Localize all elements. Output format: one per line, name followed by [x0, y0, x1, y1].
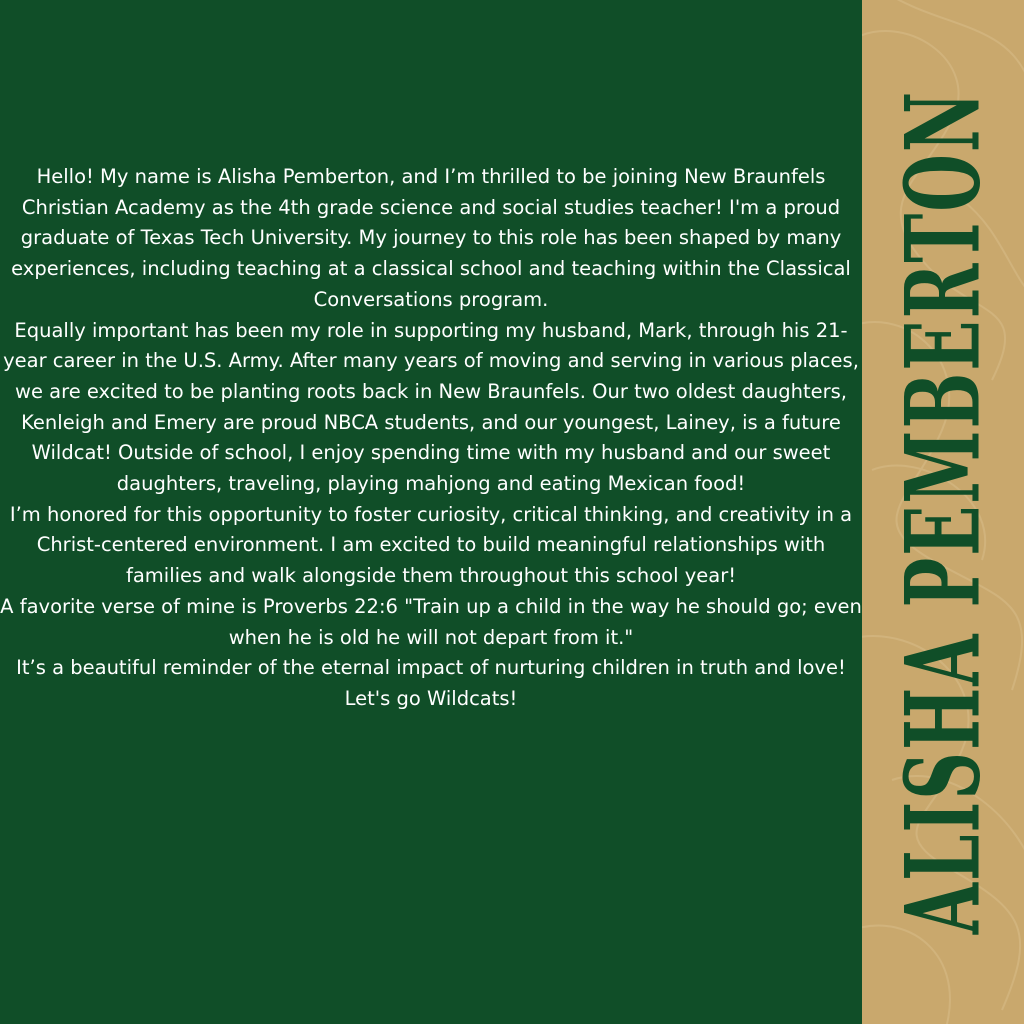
bio-paragraph-reminder: It’s a beautiful reminder of the eternal impact of nurturing children in truth and love!: [16, 656, 846, 680]
bio-paragraph-closing: Let's go Wildcats!: [344, 686, 518, 710]
bio-paragraph-mission: I’m honored for this opportunity to foster curiosity, critical thinking, and creativity in a Christ-centered environment. I am excited to build meaningful relationships with families and walk alongside them throughout this school year!: [9, 502, 853, 588]
teacher-name: ALISHA PEMBERTON: [882, 89, 1004, 935]
bio-paragraph-intro: Hello! My name is Alisha Pemberton, and I’m thrilled to be joining New Braunfels Christian Academy as the 4th grade science and social studies teacher! I'm a proud graduate of Texas Tech University. My journey to this role has been shaped by many experiences, including teaching at a classical school and teaching within the Classical Conversations program.: [11, 165, 851, 311]
name-sidebar: [862, 0, 1024, 1024]
bio-text-block: [0, 162, 862, 715]
bio-paragraph-verse: A favorite verse of mine is Proverbs 22:6 "Train up a child in the way he should go; even when he is old he will not depart from it.": [0, 594, 862, 649]
bio-paragraph-family: Equally important has been my role in supporting my husband, Mark, through his 21-year career in the U.S. Army. After many years of moving and serving in various places, we are excited to be planting roots back in New Braunfels. Our two oldest daughters, Kenleigh and Emery are proud NBCA students, and our youngest, Lainey, is a future Wildcat! Outside of school, I enjoy spending time with my husband and our sweet daughters, traveling, playing mahjong and eating Mexican food!: [3, 318, 859, 496]
